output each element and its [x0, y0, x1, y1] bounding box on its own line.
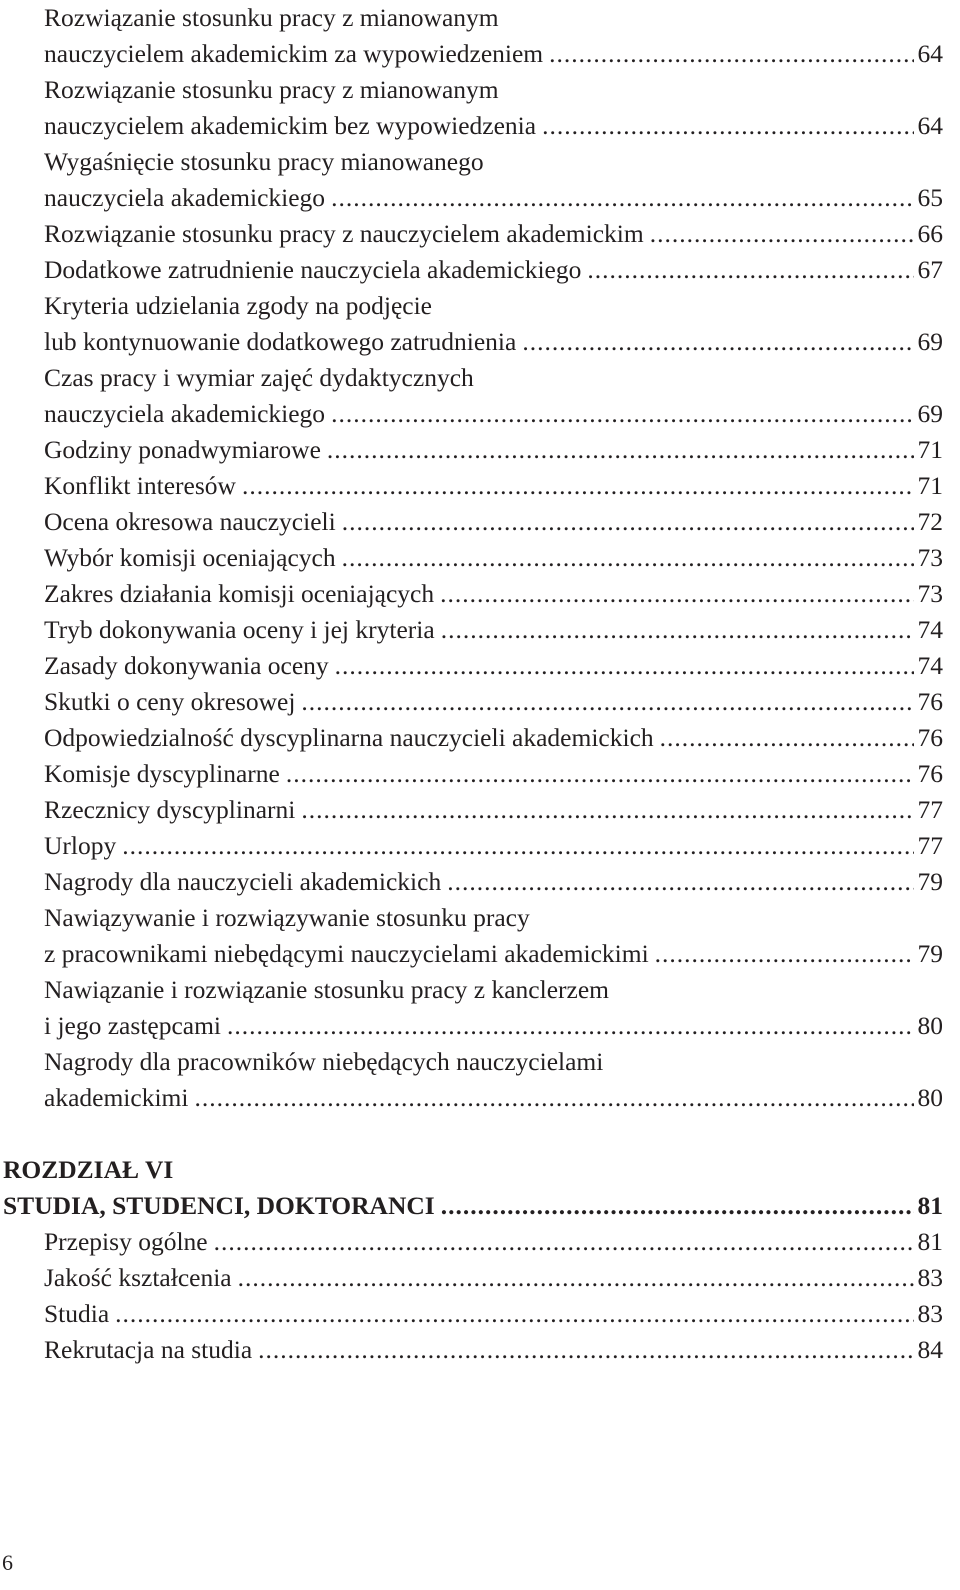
entry-title-line: Studia: [44, 1299, 110, 1328]
dot-leader: [238, 1260, 914, 1296]
entry-title-line: Rozwiązanie stosunku pracy z nauczycielem akademickim: [44, 219, 644, 248]
entry-title-line: Nagrody dla nauczycieli akademickich: [44, 867, 442, 896]
entry-page-number: 72: [917, 507, 943, 536]
entry-title-line: Dodatkowe zatrudnienie nauczyciela akademickiego: [44, 255, 582, 284]
dot-leader: [227, 1008, 913, 1044]
entry-page-number: 74: [917, 651, 943, 680]
toc-entry: [44, 432, 943, 468]
toc-entry: [44, 1332, 943, 1368]
dot-leader: [335, 648, 914, 684]
entry-title-line: Skutki o ceny okresowej: [44, 687, 296, 716]
entry-title-line: Nagrody dla pracowników niebędących nauczycielami: [44, 1047, 604, 1076]
toc-entry: [44, 360, 943, 432]
entry-title-line: Ocena okresowa nauczycieli: [44, 507, 336, 536]
toc-entry: [44, 1296, 943, 1332]
entry-title-line: Godziny ponadwymiarowe: [44, 435, 321, 464]
entry-title-line: Konflikt interesów: [44, 471, 236, 500]
entry-title-line: Rozwiązanie stosunku pracy z mianowanym: [44, 75, 499, 104]
entry-page-number: 74: [917, 615, 943, 644]
entry-page-number: 83: [917, 1299, 943, 1328]
dot-leader: [549, 36, 913, 72]
toc-entry: [44, 864, 943, 900]
entry-title-line: nauczyciela akademickiego: [44, 399, 326, 428]
toc-entry: [44, 0, 943, 72]
dot-leader: [301, 684, 913, 720]
dot-leader: [122, 828, 913, 864]
entry-title-line: Nawiązywanie i rozwiązywanie stosunku pracy: [44, 903, 530, 932]
entry-page-number: 64: [917, 39, 943, 68]
entry-page-number: 83: [917, 1263, 943, 1292]
toc-entry: [44, 756, 943, 792]
entry-title-line: nauczyciela akademickiego: [44, 183, 326, 212]
entry-title-line: Jakość kształcenia: [44, 1263, 232, 1292]
entry-title-line: Rozwiązanie stosunku pracy z mianowanym: [44, 3, 499, 32]
toc-entry: [44, 720, 943, 756]
toc-entry: [44, 468, 943, 504]
entry-title-line: z pracownikami niebędącymi nauczycielami akademickimi: [44, 939, 649, 968]
dot-leader: [440, 576, 913, 612]
toc-entry: [44, 1224, 943, 1260]
entry-page-number: 73: [917, 543, 943, 572]
entry-page-number: 79: [917, 867, 943, 896]
dot-leader: [655, 936, 914, 972]
entry-title-line: Czas pracy i wymiar zajęć dydaktycznych: [44, 363, 474, 392]
toc-entry: [44, 72, 943, 144]
entry-title-line: Kryteria udzielania zgody na podjęcie: [44, 291, 432, 320]
entry-title-line: Przepisy ogólne: [44, 1227, 208, 1256]
entry-page-number: 71: [917, 471, 943, 500]
entry-title-line: lub kontynuowanie dodatkowego zatrudnienia: [44, 327, 517, 356]
dot-leader: [331, 396, 913, 432]
entry-title-line: Nawiązanie i rozwiązanie stosunku pracy z kanclerzem: [44, 975, 609, 1004]
toc-entry: [44, 900, 943, 972]
entry-title-line: Zasady dokonywania oceny: [44, 651, 329, 680]
toc-entry: [44, 144, 943, 216]
chapter-title-entry: [3, 1188, 943, 1224]
entry-page-number: 80: [917, 1011, 943, 1040]
toc-entry: [44, 216, 943, 252]
entry-page-number: 73: [917, 579, 943, 608]
toc-entry: [44, 252, 943, 288]
dot-leader: [342, 540, 914, 576]
entry-title-line: Zakres działania komisji oceniających: [44, 579, 435, 608]
dot-leader: [194, 1080, 913, 1116]
entry-page-number: 69: [917, 327, 943, 356]
toc-entry: [44, 288, 943, 360]
entry-page-number: 65: [917, 183, 943, 212]
entry-title-line: Wybór komisji oceniających: [44, 543, 336, 572]
entry-title-line: Wygaśnięcie stosunku pracy mianowanego: [44, 147, 484, 176]
entry-page-number: 64: [917, 111, 943, 140]
toc-entry: [44, 972, 943, 1044]
toc-entry: [44, 612, 943, 648]
toc-entry: [44, 1260, 943, 1296]
entry-title-line: Komisje dyscyplinarne: [44, 759, 280, 788]
toc-entry: [44, 828, 943, 864]
entry-page-number: 81: [917, 1191, 943, 1220]
chapter-title: STUDIA, STUDENCI, DOKTORANCI: [3, 1191, 435, 1220]
toc-entry: [44, 684, 943, 720]
dot-leader: [660, 720, 914, 756]
entry-page-number: 81: [917, 1227, 943, 1256]
dot-leader: [650, 216, 914, 252]
entry-page-number: 84: [917, 1335, 943, 1364]
entry-page-number: 77: [917, 795, 943, 824]
dot-leader: [258, 1332, 913, 1368]
page-number: 6: [2, 1550, 13, 1575]
entry-page-number: 71: [917, 435, 943, 464]
toc-entry: [44, 792, 943, 828]
dot-leader: [441, 612, 914, 648]
dot-leader: [522, 324, 913, 360]
dot-leader: [441, 1188, 914, 1224]
toc-entry: [44, 648, 943, 684]
dot-leader: [542, 108, 913, 144]
entry-page-number: 69: [917, 399, 943, 428]
chapter-label: ROZDZIAŁ VI: [3, 1155, 174, 1184]
entry-title-line: Rzecznicy dyscyplinarni: [44, 795, 296, 824]
dot-leader: [115, 1296, 913, 1332]
entry-page-number: 76: [917, 723, 943, 752]
toc-entry: [44, 504, 943, 540]
entry-page-number: 76: [917, 759, 943, 788]
toc-entry: [44, 1044, 943, 1116]
entry-page-number: 80: [917, 1083, 943, 1112]
dot-leader: [331, 180, 913, 216]
entry-page-number: 79: [917, 939, 943, 968]
entry-title-line: i jego zastępcami: [44, 1011, 222, 1040]
entry-title-line: nauczycielem akademickim bez wypowiedzenia: [44, 111, 537, 140]
toc-entry: [44, 540, 943, 576]
entry-title-line: Rekrutacja na studia: [44, 1335, 253, 1364]
entry-title-line: akademickimi: [44, 1083, 189, 1112]
dot-leader: [587, 252, 913, 288]
entry-page-number: 77: [917, 831, 943, 860]
dot-leader: [214, 1224, 914, 1260]
entry-page-number: 76: [917, 687, 943, 716]
entry-title-line: Tryb dokonywania oceny i jej kryteria: [44, 615, 435, 644]
dot-leader: [327, 432, 914, 468]
entry-title-line: Odpowiedzialność dyscyplinarna nauczycieli akademickich: [44, 723, 654, 752]
entry-title-line: nauczycielem akademickim za wypowiedzeniem: [44, 39, 544, 68]
dot-leader: [286, 756, 914, 792]
entry-title-line: Urlopy: [44, 831, 117, 860]
entry-page-number: 67: [917, 255, 943, 284]
dot-leader: [242, 468, 914, 504]
entry-page-number: 66: [917, 219, 943, 248]
dot-leader: [342, 504, 914, 540]
dot-leader: [301, 792, 913, 828]
dot-leader: [447, 864, 913, 900]
toc-entry: [44, 576, 943, 612]
